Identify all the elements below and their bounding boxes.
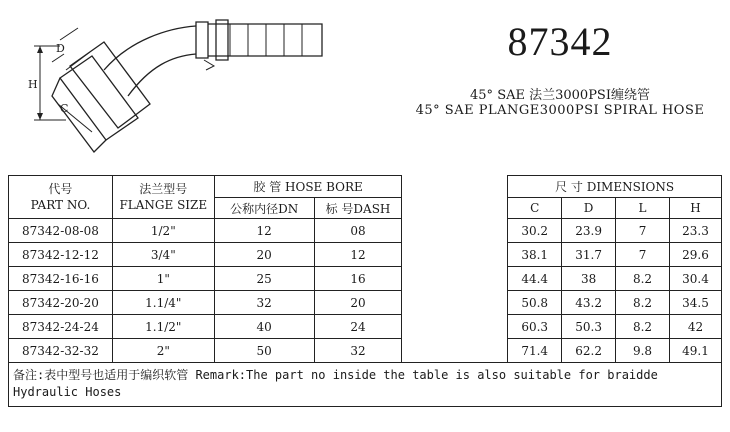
subtitle-cn: 45° SAE 法兰3000PSI缠绕管 <box>470 88 650 103</box>
d-dimension-label: D <box>56 42 65 55</box>
cell-part-no: 87342-32-32 <box>9 339 113 363</box>
spec-table <box>8 175 722 407</box>
cell-flange-size: 1/2" <box>112 219 214 243</box>
header-flange-cn: 法兰型号 <box>139 182 188 196</box>
cell-l: 7 <box>616 243 670 267</box>
cell-dash: 32 <box>314 339 402 363</box>
header-c: C <box>508 198 562 219</box>
cell-h: 34.5 <box>670 291 722 315</box>
cell-dn: 32 <box>214 291 314 315</box>
cell-part-no: 87342-08-08 <box>9 219 113 243</box>
h-dimension-label: H <box>28 78 38 91</box>
table-row <box>9 315 722 339</box>
cell-part-no: 87342-12-12 <box>9 243 113 267</box>
cell-dash: 20 <box>314 291 402 315</box>
cell-dn: 25 <box>214 267 314 291</box>
cell-d: 62.2 <box>562 339 616 363</box>
fitting-drawing <box>0 0 360 170</box>
cell-dn: 50 <box>214 339 314 363</box>
cell-dash: 24 <box>314 315 402 339</box>
table-row <box>9 219 722 243</box>
table-gap <box>402 267 508 291</box>
table-row <box>9 339 722 363</box>
header-part-no <box>9 176 113 219</box>
cell-l: 8.2 <box>616 291 670 315</box>
cell-l: 8.2 <box>616 315 670 339</box>
table-gap <box>402 176 508 198</box>
subtitle-en: 45° SAE PLANGE3000PSI SPIRAL HOSE <box>415 103 705 118</box>
header-d: D <box>562 198 616 219</box>
cell-h: 29.6 <box>670 243 722 267</box>
cell-flange-size: 1.1/4" <box>112 291 214 315</box>
table-gap <box>402 198 508 219</box>
cell-part-no: 87342-16-16 <box>9 267 113 291</box>
cell-dash: 12 <box>314 243 402 267</box>
cell-dash: 16 <box>314 267 402 291</box>
header-h: H <box>670 198 722 219</box>
header-flange-en: FLANGE SIZE <box>119 198 208 212</box>
cell-l: 9.8 <box>616 339 670 363</box>
table-row <box>9 291 722 315</box>
table-gap <box>402 339 508 363</box>
cell-c: 71.4 <box>508 339 562 363</box>
cell-dash: 08 <box>314 219 402 243</box>
header-l: L <box>616 198 670 219</box>
cell-dn: 12 <box>214 219 314 243</box>
table-gap <box>402 315 508 339</box>
cell-h: 30.4 <box>670 267 722 291</box>
header-part-cn: 代号 <box>48 182 73 196</box>
table-row <box>9 243 722 267</box>
header-dash: 标 号DASH <box>314 198 402 219</box>
table-gap <box>402 243 508 267</box>
table-gap <box>402 291 508 315</box>
c-dimension-label: C <box>60 102 69 115</box>
cell-l: 7 <box>616 219 670 243</box>
remark-note: 备注:表中型号也适用于编织软管 Remark:The part no inside the table is also suitable for braidde Hydraulic Hoses <box>9 363 722 407</box>
cell-d: 31.7 <box>562 243 616 267</box>
header-part-en: PART NO. <box>30 198 91 212</box>
table-row <box>9 267 722 291</box>
cell-c: 30.2 <box>508 219 562 243</box>
cell-part-no: 87342-20-20 <box>9 291 113 315</box>
table-gap <box>402 219 508 243</box>
cell-h: 23.3 <box>670 219 722 243</box>
cell-flange-size: 2" <box>112 339 214 363</box>
header-dimensions: 尺 寸 DIMENSIONS <box>508 176 722 198</box>
cell-d: 50.3 <box>562 315 616 339</box>
cell-l: 8.2 <box>616 267 670 291</box>
cell-h: 42 <box>670 315 722 339</box>
cell-c: 50.8 <box>508 291 562 315</box>
cell-flange-size: 3/4" <box>112 243 214 267</box>
cell-d: 38 <box>562 267 616 291</box>
page-title: 87342 <box>507 19 613 64</box>
cell-part-no: 87342-24-24 <box>9 315 113 339</box>
cell-c: 38.1 <box>508 243 562 267</box>
cell-d: 23.9 <box>562 219 616 243</box>
cell-flange-size: 1" <box>112 267 214 291</box>
cell-dn: 20 <box>214 243 314 267</box>
cell-h: 49.1 <box>670 339 722 363</box>
cell-c: 60.3 <box>508 315 562 339</box>
header-flange-size <box>112 176 214 219</box>
cell-dn: 40 <box>214 315 314 339</box>
cell-d: 43.2 <box>562 291 616 315</box>
cell-flange-size: 1.1/2" <box>112 315 214 339</box>
header-hose-bore: 胶 管 HOSE BORE <box>214 176 402 198</box>
cell-c: 44.4 <box>508 267 562 291</box>
header-dn: 公称内径DN <box>214 198 314 219</box>
